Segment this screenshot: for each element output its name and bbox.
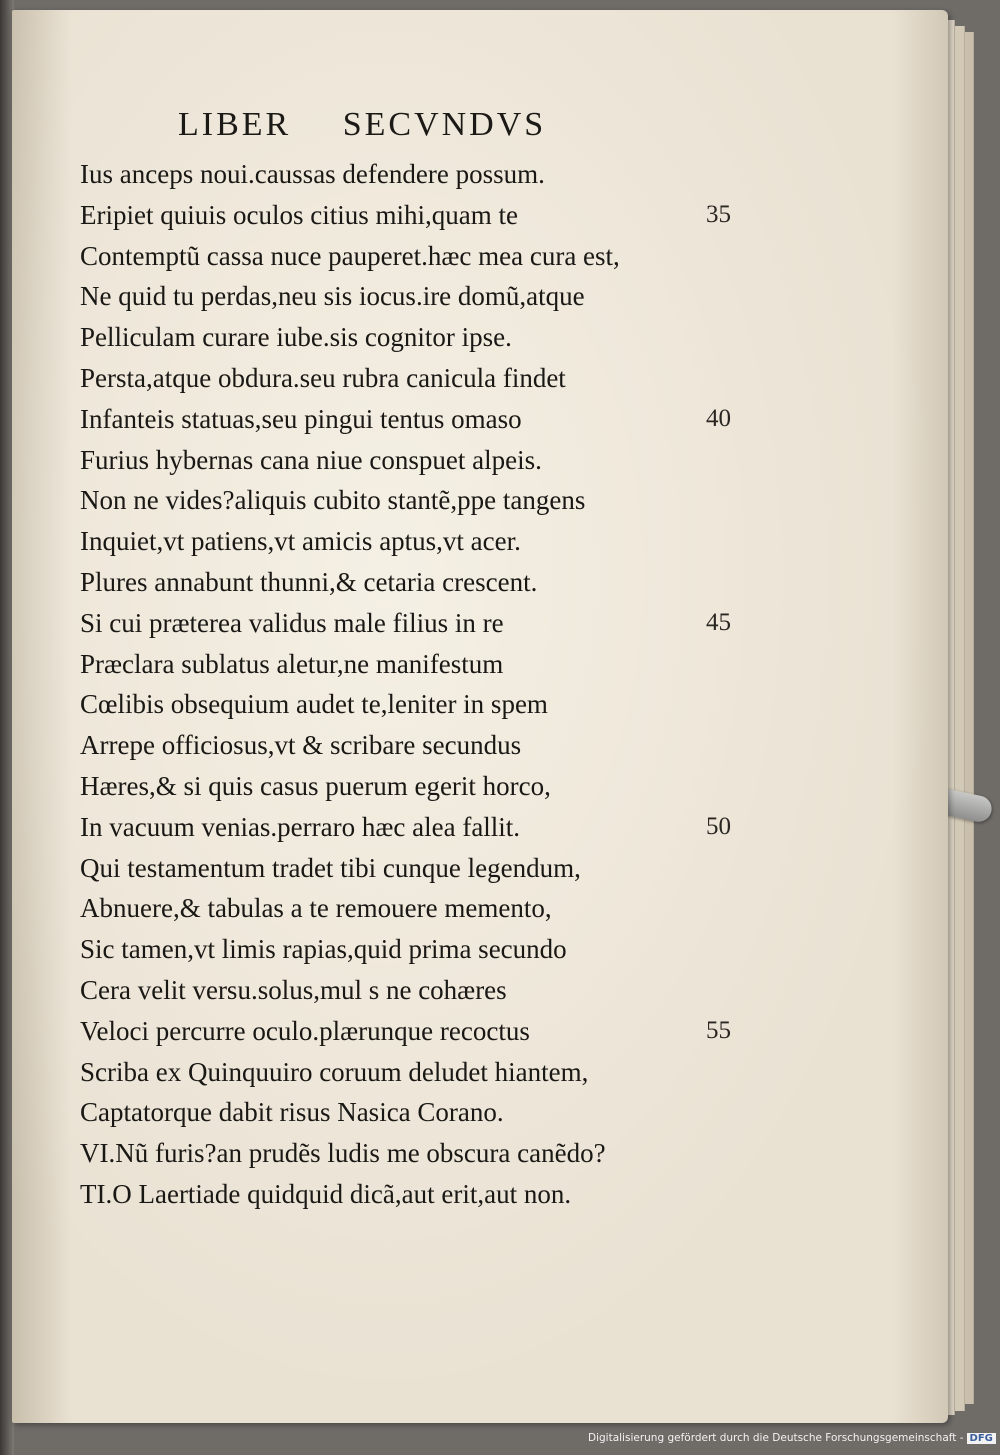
verse-text: Abnuere,& tabulas a te remouere memento, [80, 893, 552, 924]
page-edge [954, 26, 965, 1411]
verse-text: Arrepe officiosus,vt & scribare secundus [80, 730, 522, 761]
verse-line [80, 195, 780, 236]
verse-line [80, 725, 780, 766]
verse-line [80, 317, 780, 358]
dfg-logo: DFG [967, 1433, 996, 1444]
verse-line [80, 1174, 780, 1215]
verse-text: Præclara sublatus aletur,ne manifestum [80, 648, 504, 679]
verse-text: Sic tamen,vt limis rapias,quid prima secundo [80, 934, 567, 965]
verse-text: VI.Nũ furis?an prudẽs ludis me obscura canẽdo? [80, 1138, 606, 1169]
verse-line [80, 644, 780, 685]
verse-line [80, 1133, 780, 1174]
verse-text: Ius anceps noui.caussas defendere possum. [80, 159, 545, 189]
verse-line [80, 888, 780, 929]
verse-line [80, 807, 780, 848]
verse-line [80, 236, 780, 277]
credit-text: Digitalisierung gefördert durch die Deutsche Forschungsgemeinschaft - [588, 1432, 964, 1444]
verse-text: Eripiet quiuis oculos citius mihi,quam te [80, 199, 518, 230]
verse-line [80, 1011, 780, 1052]
line-number: 50 [706, 812, 731, 840]
verse-line [80, 521, 780, 562]
verse-line [80, 684, 780, 725]
verse-line [80, 154, 780, 195]
line-number: 35 [706, 200, 731, 228]
verse-text: In vacuum venias.perraro hæc alea fallit. [80, 811, 521, 842]
verse-text: Si cui præterea validus male filius in re [80, 607, 504, 638]
verse-line [80, 929, 780, 970]
verse-text: Infanteis statuas,seu pingui tentus omaso [80, 403, 522, 434]
line-number: 40 [706, 404, 731, 432]
verse-line [80, 562, 780, 603]
verse-text: Veloci percurre oculo.plærunque recoctus [80, 1015, 530, 1046]
verse-text: Contemptũ cassa nuce pauperet.hæc mea cura est, [80, 240, 620, 271]
verse-text: TI.O Laertiade quidquid dicã,aut erit,aut non. [80, 1178, 572, 1209]
digitization-credit [588, 1432, 996, 1444]
verse-line [80, 276, 780, 317]
line-number: 45 [706, 608, 731, 636]
line-number: 55 [706, 1016, 731, 1044]
verse-text: Non ne vides?aliquis cubito stantẽ,ppe tangens [80, 485, 586, 516]
verse-line [80, 440, 780, 481]
verse-block [80, 154, 780, 1215]
verse-line [80, 358, 780, 399]
verse-line [80, 1092, 780, 1133]
verse-text: Plures annabunt thunni,& cetaria crescent. [80, 566, 538, 597]
verse-text: Cœlibis obsequium audet te,leniter in spem [80, 689, 548, 720]
verse-text: Persta,atque obdura.seu rubra canicula findet [80, 362, 566, 393]
verse-line [80, 603, 780, 644]
verse-line [80, 970, 780, 1011]
verse-text: Furius hybernas cana niue conspuet alpeis. [80, 444, 542, 475]
verse-text: Hæres,& si quis casus puerum egerit horco, [80, 770, 551, 801]
verse-text: Scriba ex Quinquuiro coruum deludet hiantem, [80, 1056, 589, 1087]
verse-text: Ne quid tu perdas,neu sis iocus.ire domũ,atque [80, 281, 585, 312]
verse-text: Inquiet,vt patiens,vt amicis aptus,vt acer. [80, 526, 521, 557]
verse-text: Captatorque dabit risus Nasica Corano. [80, 1097, 504, 1128]
verse-line [80, 766, 780, 807]
verse-text: Cera velit versu.solus,mul s ne cohæres [80, 974, 507, 1005]
verse-text: Pelliculam curare iube.sis cognitor ipse. [80, 322, 512, 353]
verse-line [80, 1052, 780, 1093]
verse-text: Qui testamentum tradet tibi cunque legendum, [80, 852, 581, 883]
verse-line [80, 480, 780, 521]
running-head: LIBER SECVNDVS [178, 106, 547, 143]
verse-line [80, 399, 780, 440]
verse-line [80, 848, 780, 889]
